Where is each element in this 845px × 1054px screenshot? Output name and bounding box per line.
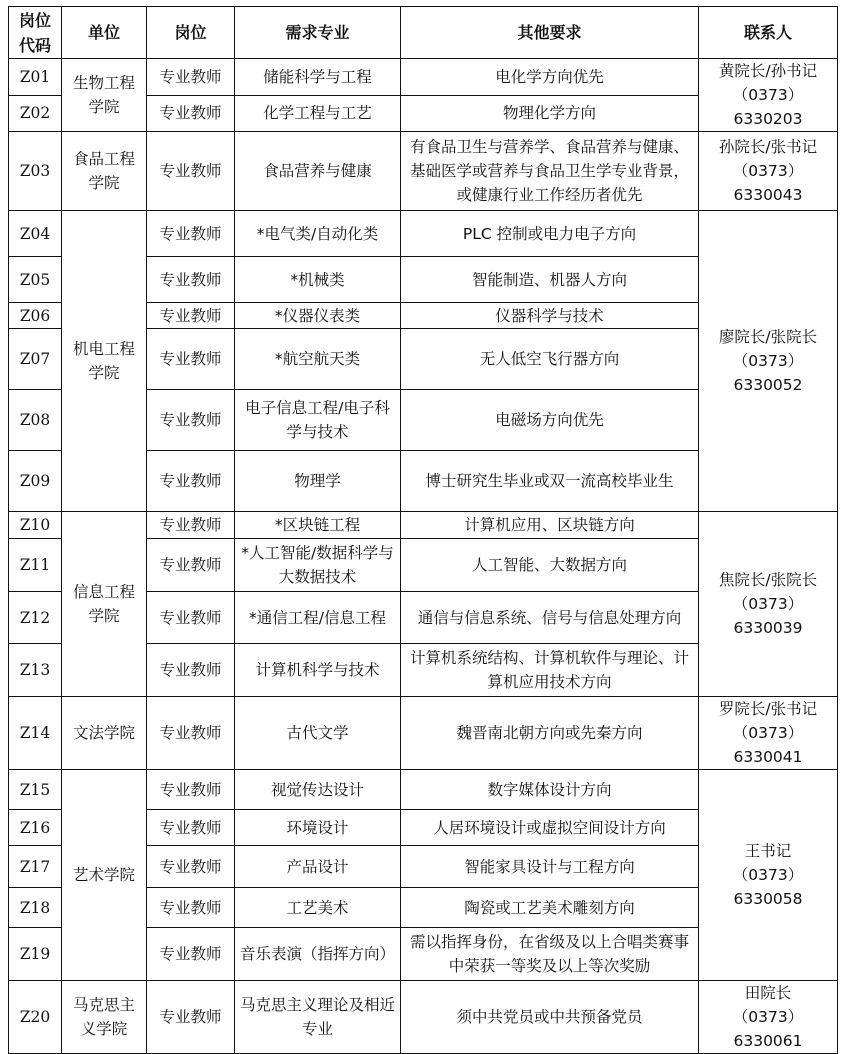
major-cell: *电气类/自动化类 (235, 211, 401, 257)
contact-phone: （0373）6330203 (732, 86, 804, 128)
contact-name: 焦院长/张院长 (718, 571, 818, 589)
header-code: 岗位 代码 (9, 7, 62, 59)
requirement-cell: 物理化学方向 (401, 95, 699, 132)
row-code: Z08 (9, 390, 62, 451)
major-cell: 计算机科学与技术 (235, 644, 401, 697)
requirement-cell: 需以指挥身份，在省级及以上合唱类赛事中荣获一等奖及以上等次奖励 (401, 928, 699, 981)
row-code: Z05 (9, 257, 62, 303)
unit-cell: 马克思主义学院 (62, 981, 147, 1054)
row-code: Z20 (9, 981, 62, 1054)
table-row (9, 59, 838, 96)
header-contact: 联系人 (699, 7, 838, 59)
requirement-cell: 人居环境设计或虚拟空间设计方向 (401, 810, 699, 846)
requirement-cell: 计算机应用、区块链方向 (401, 512, 699, 539)
contact-name: 田院长 (744, 984, 792, 1002)
table-row (9, 981, 838, 1054)
unit-cell: 信息工程学院 (62, 512, 147, 697)
requirement-cell: 计算机系统结构、计算机软件与理论、计算机应用技术方向 (401, 644, 699, 697)
major-cell: 马克思主义理论及相近专业 (235, 981, 401, 1054)
requirement-cell: PLC 控制或电力电子方向 (401, 211, 699, 257)
position-cell: 专业教师 (147, 981, 235, 1054)
requirement-cell: 电化学方向优先 (401, 59, 699, 96)
requirement-cell: 陶瓷或工艺美术雕刻方向 (401, 888, 699, 928)
header-unit: 单位 (62, 7, 147, 59)
contact-name: 黄院长/孙书记 (718, 62, 818, 80)
position-cell: 专业教师 (147, 846, 235, 888)
contact-name: 罗院长/张书记 (718, 700, 818, 718)
major-cell: 化学工程与工艺 (235, 95, 401, 132)
row-code: Z13 (9, 644, 62, 697)
requirement-cell: 智能制造、机器人方向 (401, 257, 699, 303)
position-cell: 专业教师 (147, 928, 235, 981)
major-cell: *区块链工程 (235, 512, 401, 539)
row-code: Z06 (9, 303, 62, 329)
position-cell: 专业教师 (147, 303, 235, 329)
major-cell: *仪器仪表类 (235, 303, 401, 329)
position-cell: 专业教师 (147, 390, 235, 451)
row-code: Z09 (9, 451, 62, 512)
requirement-cell: 博士研究生毕业或双一流高校毕业生 (401, 451, 699, 512)
major-cell: *机械类 (235, 257, 401, 303)
table-row (9, 697, 838, 770)
contact-phone: （0373）6330061 (732, 1008, 804, 1050)
major-cell: 工艺美术 (235, 888, 401, 928)
table-row (9, 770, 838, 810)
requirement-cell: 人工智能、大数据方向 (401, 539, 699, 592)
requirement-cell: 电磁场方向优先 (401, 390, 699, 451)
major-cell: *通信工程/信息工程 (235, 592, 401, 644)
position-cell: 专业教师 (147, 644, 235, 697)
position-cell: 专业教师 (147, 451, 235, 512)
row-code: Z19 (9, 928, 62, 981)
recruitment-table (8, 6, 838, 1054)
table-row (9, 512, 838, 539)
major-cell: 物理学 (235, 451, 401, 512)
contact-cell (699, 697, 838, 770)
position-cell: 专业教师 (147, 257, 235, 303)
requirement-cell: 有食品卫生与营养学、食品营养与健康、基础医学或营养与食品卫生学专业背景，或健康行业工作经历者优先 (401, 132, 699, 211)
major-cell: *航空航天类 (235, 329, 401, 390)
requirement-cell: 通信与信息系统、信号与信息处理方向 (401, 592, 699, 644)
row-code: Z07 (9, 329, 62, 390)
position-cell: 专业教师 (147, 539, 235, 592)
contact-phone: （0373）6330058 (732, 866, 804, 908)
unit-cell: 机电工程学院 (62, 211, 147, 512)
requirement-cell: 无人低空飞行器方向 (401, 329, 699, 390)
row-code: Z01 (9, 59, 62, 96)
requirement-cell: 智能家具设计与工程方向 (401, 846, 699, 888)
position-cell: 专业教师 (147, 211, 235, 257)
row-code: Z18 (9, 888, 62, 928)
row-code: Z12 (9, 592, 62, 644)
major-cell: 音乐表演（指挥方向） (235, 928, 401, 981)
major-cell: 储能科学与工程 (235, 59, 401, 96)
major-cell: 视觉传达设计 (235, 770, 401, 810)
unit-cell: 生物工程学院 (62, 59, 147, 132)
table-row (9, 132, 838, 211)
header-position: 岗位 (147, 7, 235, 59)
row-code: Z14 (9, 697, 62, 770)
unit-cell: 食品工程学院 (62, 132, 147, 211)
requirement-cell: 数字媒体设计方向 (401, 770, 699, 810)
row-code: Z03 (9, 132, 62, 211)
row-code: Z15 (9, 770, 62, 810)
contact-cell (699, 132, 838, 211)
header-major: 需求专业 (235, 7, 401, 59)
contact-name: 孙院长/张书记 (718, 138, 818, 156)
position-cell: 专业教师 (147, 329, 235, 390)
header-row (9, 7, 838, 59)
contact-name: 廖院长/张院长 (718, 328, 818, 346)
row-code: Z17 (9, 846, 62, 888)
position-cell: 专业教师 (147, 132, 235, 211)
contact-phone: （0373）6330052 (732, 352, 804, 394)
position-cell: 专业教师 (147, 512, 235, 539)
major-cell: 产品设计 (235, 846, 401, 888)
contact-phone: （0373）6330039 (732, 595, 804, 637)
major-cell: 古代文学 (235, 697, 401, 770)
row-code: Z16 (9, 810, 62, 846)
contact-cell (699, 981, 838, 1054)
header-requirements: 其他要求 (401, 7, 699, 59)
requirement-cell: 仪器科学与技术 (401, 303, 699, 329)
contact-cell (699, 211, 838, 512)
contact-phone: （0373）6330041 (732, 724, 804, 766)
unit-cell: 艺术学院 (62, 770, 147, 981)
row-code: Z10 (9, 512, 62, 539)
position-cell: 专业教师 (147, 810, 235, 846)
row-code: Z11 (9, 539, 62, 592)
unit-cell: 文法学院 (62, 697, 147, 770)
position-cell: 专业教师 (147, 888, 235, 928)
requirement-cell: 魏晋南北朝方向或先秦方向 (401, 697, 699, 770)
position-cell: 专业教师 (147, 95, 235, 132)
position-cell: 专业教师 (147, 697, 235, 770)
major-cell: 环境设计 (235, 810, 401, 846)
contact-phone: （0373）6330043 (732, 162, 804, 204)
row-code: Z02 (9, 95, 62, 132)
row-code: Z04 (9, 211, 62, 257)
table-row (9, 211, 838, 257)
contact-cell (699, 512, 838, 697)
contact-name: 王书记 (744, 842, 792, 860)
position-cell: 专业教师 (147, 59, 235, 96)
major-cell: 电子信息工程/电子科学与技术 (235, 390, 401, 451)
position-cell: 专业教师 (147, 770, 235, 810)
requirement-cell: 须中共党员或中共预备党员 (401, 981, 699, 1054)
major-cell: *人工智能/数据科学与大数据技术 (235, 539, 401, 592)
contact-cell (699, 770, 838, 981)
position-cell: 专业教师 (147, 592, 235, 644)
contact-cell (699, 59, 838, 132)
major-cell: 食品营养与健康 (235, 132, 401, 211)
